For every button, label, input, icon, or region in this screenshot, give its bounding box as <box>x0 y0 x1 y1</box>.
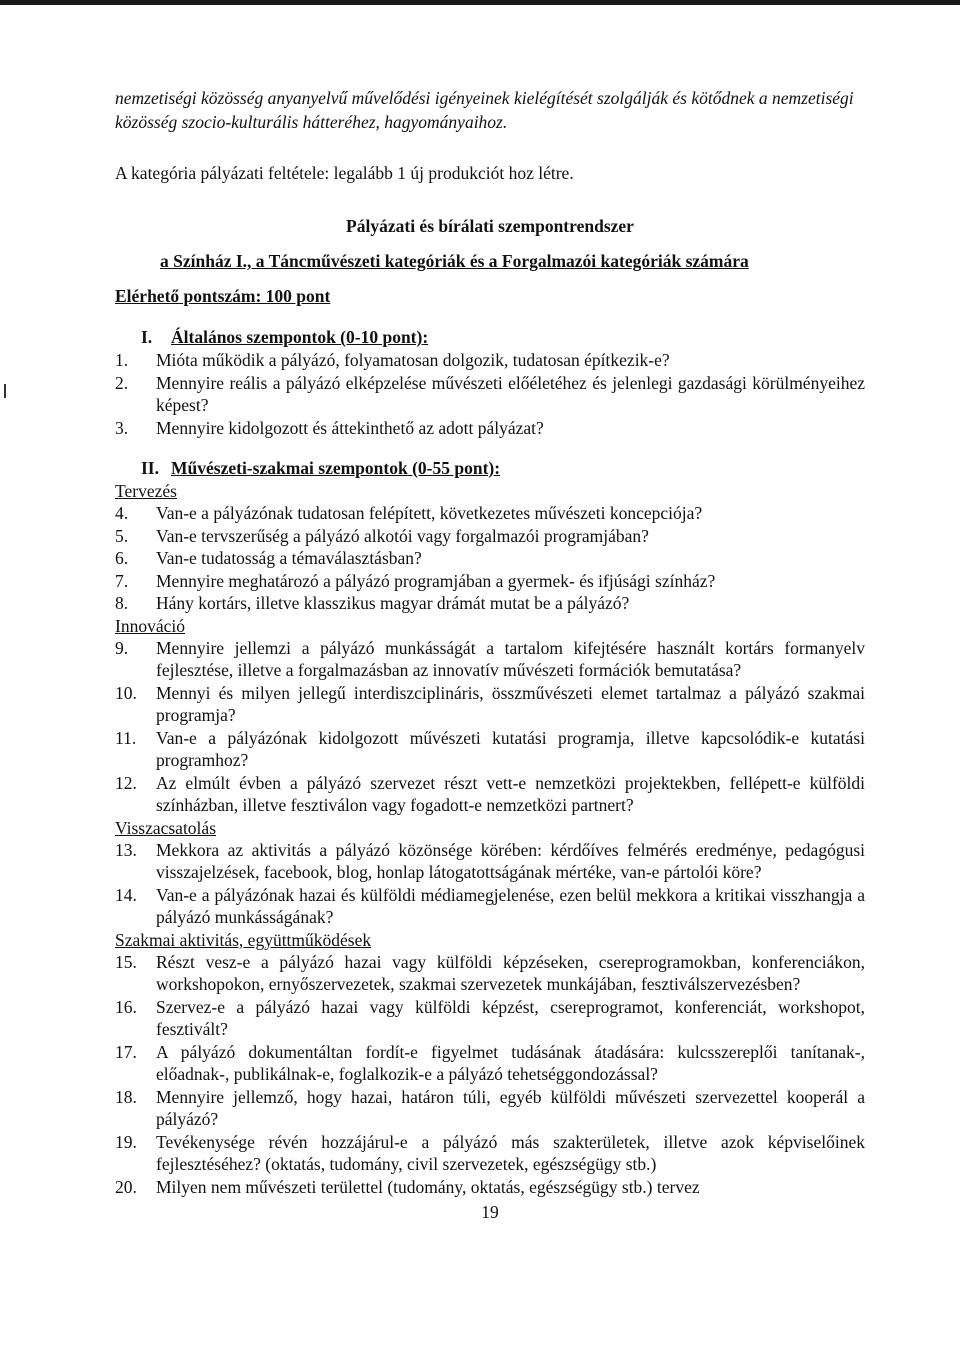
list-item <box>115 884 865 929</box>
item-number: 20. <box>115 1176 137 1197</box>
item-text: Mennyire jellemzi a pályázó munkásságát a tartalom kifejtésére használt kortárs formanyelv fejlesztése, illetve a forgalmazásban az innovatív művészeti formációk bemutatása? <box>156 637 865 680</box>
max-points: Elérhető pontszám: 100 pont <box>115 286 331 306</box>
item-number: 7. <box>115 570 129 591</box>
section-1-title <box>141 325 865 349</box>
list-item <box>115 996 865 1041</box>
list-item <box>115 682 865 727</box>
document-heading: Pályázati és bírálati szempontrendszer <box>346 216 634 236</box>
item-text: Mennyi és milyen jellegű interdiszciplináris, összművészeti elemet tartalmaz a pályázó szakmai programja? <box>156 682 865 725</box>
item-text: Van-e a pályázónak kidolgozott művészeti kutatási programja, illetve kapcsolódik-e kutatási programhoz? <box>156 727 865 770</box>
page-number: 19 <box>481 1202 499 1222</box>
item-number: 1. <box>115 350 129 370</box>
item-number: 16. <box>115 996 137 1017</box>
item-text: A pályázó dokumentáltan fordít-e figyelmet tudásának átadására: kulcsszereplői tanítanak-, előadnak-, publikálnak-e, foglalkozik-e a pályázó tehetséggondozással? <box>156 1041 865 1084</box>
list-item <box>115 839 865 884</box>
item-number: 17. <box>115 1041 137 1062</box>
list-item <box>115 772 865 817</box>
list-item <box>115 502 865 525</box>
intro-paragraph: nemzetiségi közösség anyanyelvű művelődési igényeinek kielégítését szolgálják és kötődnek a nemzetiségi közösség szocio-kulturális hátteréhez, hagyományaihoz. <box>115 88 854 132</box>
item-text: Tevékenysége révén hozzájárul-e a pályázó más szakterületek, illetve azok képviselőinek fejlesztéséhez? (oktatás, tudomány, civil szervezetek, egészségügy stb.) <box>156 1131 865 1174</box>
list-item <box>115 1131 865 1176</box>
item-text: Részt vesz-e a pályázó hazai vagy külföldi képzéseken, csereprogramokban, konferenciákon, workshopokon, ernyőszervezetek, szakmai szervezetek munkájában, fesztiválszervezésben? <box>156 951 865 994</box>
item-number: 6. <box>115 548 129 568</box>
top-border <box>0 0 960 5</box>
feedback-list <box>115 839 865 929</box>
document-subheading: a Színház I., a Táncművészeti kategóriák és a Forgalmazói kategóriák számára <box>160 251 749 271</box>
section-1-list <box>115 349 865 439</box>
item-number: 5. <box>115 525 129 546</box>
item-number: 9. <box>115 637 129 658</box>
list-item <box>115 417 865 440</box>
subsection-feedback: Visszacsatolás <box>115 817 217 838</box>
item-number: 12. <box>115 772 137 793</box>
item-text: Mennyire meghatározó a pályázó programjában a gyermek- és ifjúsági színház? <box>156 570 716 591</box>
list-item <box>115 1176 865 1199</box>
list-item <box>115 1086 865 1131</box>
list-item <box>115 570 865 593</box>
item-number: 8. <box>115 593 129 613</box>
item-text: Mekkora az aktivitás a pályázó közönsége körében: kérdőíves felmérés eredménye, pedagógusi visszajelzések, facebook, blog, honlap látogatottságának mértéke, van-e pártolói köre? <box>156 839 865 882</box>
item-text: Hány kortárs, illetve klasszikus magyar drámát mutat be a pályázó? <box>156 593 630 613</box>
item-text: Van-e tudatosság a témaválasztásban? <box>156 548 422 568</box>
innovation-list <box>115 637 865 817</box>
item-number: 11. <box>115 727 137 748</box>
item-number: 13. <box>115 839 137 860</box>
item-text: Az elmúlt évben a pályázó szervezet részt vett-e nemzetközi projektekben, fellépett-e külföldi színházban, illetve fesztiválon vagy fogadott-e nemzetközi partnert? <box>156 772 865 815</box>
item-number: 4. <box>115 503 129 523</box>
item-number: 10. <box>115 682 137 703</box>
subsection-planning: Tervezés <box>115 481 177 501</box>
item-text: Mióta működik a pályázó, folyamatosan dolgozik, tudatosan építkezik-e? <box>156 350 670 370</box>
scan-edge-mark <box>4 384 6 398</box>
subsection-innovation: Innováció <box>115 615 185 636</box>
list-item <box>115 951 865 996</box>
document-page <box>115 86 865 1224</box>
section-2-title-text: Művészeti-szakmai szempontok (0-55 pont): <box>171 458 501 478</box>
category-condition: A kategória pályázati feltétele: legalább 1 új produkciót hoz létre. <box>115 163 574 183</box>
item-text: Van-e tervszerűség a pályázó alkotói vagy forgalmazói programjában? <box>156 525 649 546</box>
item-text: Mennyire jellemző, hogy hazai, határon túli, egyéb külföldi művészeti szervezettel kooperál a pályázó? <box>156 1086 865 1129</box>
list-item <box>115 349 865 372</box>
list-item <box>115 592 865 615</box>
item-text: Milyen nem művészeti területtel (tudomány, oktatás, egészségügy stb.) tervez <box>156 1176 700 1197</box>
item-text: Van-e a pályázónak hazai és külföldi médiamegjelenése, ezen belül mekkora a kritikai visszhangja a pályázó munkásságának? <box>156 884 865 927</box>
item-text: Mennyire reális a pályázó elképzelése művészeti előéletéhez és jelenlegi gazdasági körülményeihez képest? <box>156 372 865 415</box>
list-item <box>115 637 865 682</box>
item-number: 18. <box>115 1086 137 1107</box>
subsection-professional-activity: Szakmai aktivitás, együttműködések <box>115 929 372 950</box>
section-1-roman: I. <box>141 327 153 347</box>
item-text: Szervez-e a pályázó hazai vagy külföldi képzést, csereprogramot, konferenciát, workshopot, fesztivált? <box>156 996 865 1039</box>
section-1-title-text: Általános szempontok (0-10 pont): <box>171 327 429 347</box>
list-item <box>115 525 865 548</box>
list-item <box>115 1041 865 1086</box>
professional-activity-list <box>115 951 865 1199</box>
list-item <box>115 372 865 417</box>
section-2-roman: II. <box>141 458 159 478</box>
item-number: 3. <box>115 417 129 438</box>
section-2-title <box>141 456 865 480</box>
list-item <box>115 727 865 772</box>
list-item <box>115 547 865 570</box>
item-number: 19. <box>115 1131 137 1152</box>
planning-list <box>115 502 865 615</box>
item-number: 2. <box>115 372 129 393</box>
item-number: 14. <box>115 884 137 905</box>
item-text: Van-e a pályázónak tudatosan felépített, következetes művészeti koncepciója? <box>156 503 703 523</box>
item-text: Mennyire kidolgozott és áttekinthető az adott pályázat? <box>156 417 544 438</box>
item-number: 15. <box>115 951 137 972</box>
